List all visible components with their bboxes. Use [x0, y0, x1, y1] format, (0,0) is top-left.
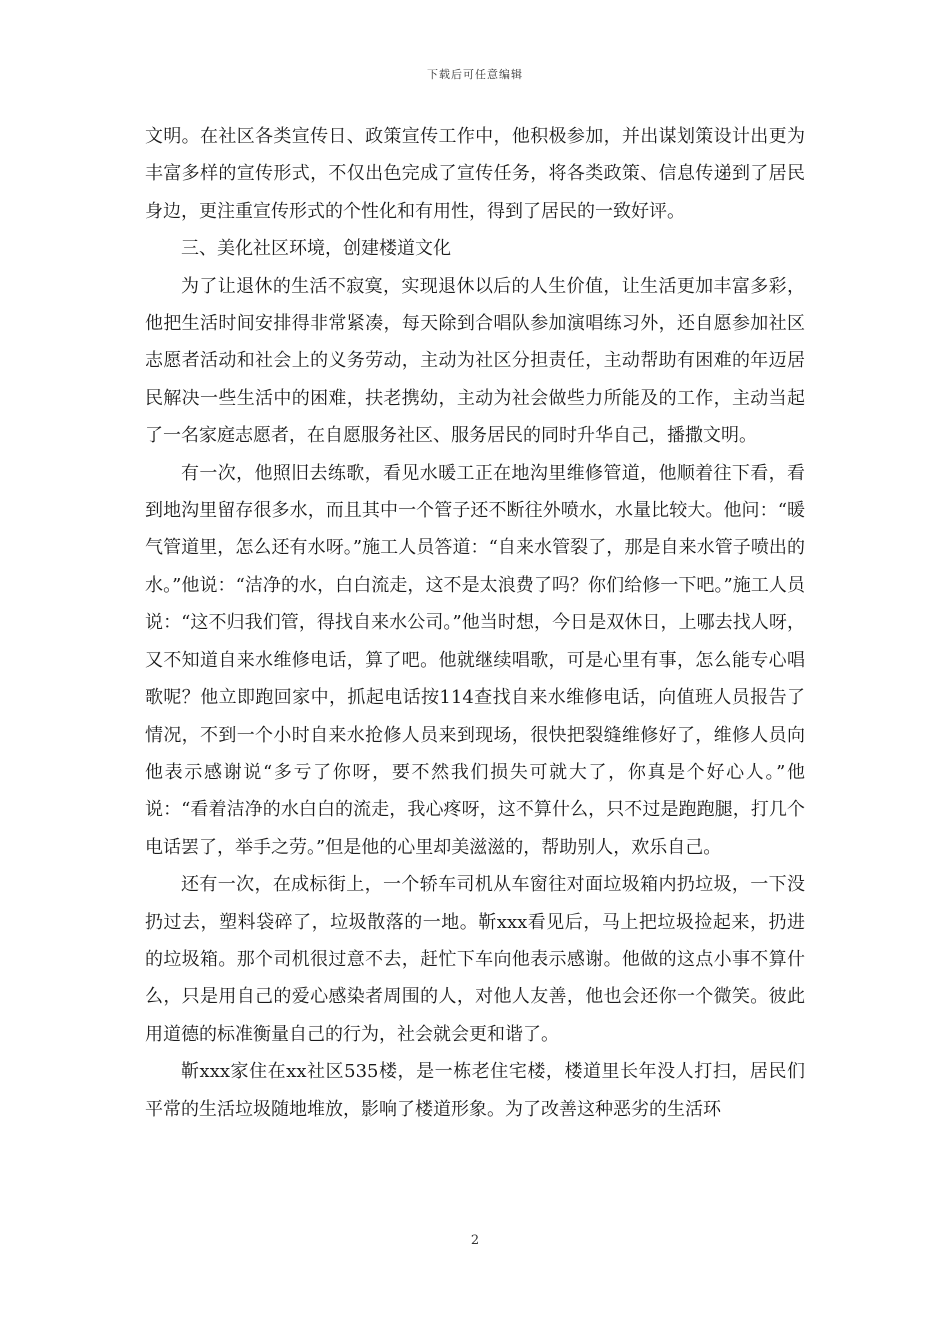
- page-header: 下载后可任意编辑: [427, 68, 523, 81]
- paragraph-stairwell: 靳xxx家住在xx社区535楼，是一栋老住宅楼，楼道里长年没人打扫，居民们平常的生活垃圾随地堆放，影响了楼道形象。为了改善这种恶劣的生活环: [145, 1061, 805, 1120]
- section-heading: 三、美化社区环境，创建楼道文化: [181, 238, 451, 260]
- document-body: [145, 118, 805, 1128]
- paragraph-water-pipe-story: 有一次，他照旧去练歌，看见水暖工正在地沟里维修管道，他顺着往下看，看到地沟里留存很多水，而且其中一个管子还不断往外喷水，水量比较大。他问：“暖气管道里，怎么还有水呀。”施工人员答道：“自来水管裂了，那是自来水管子喷出的水。”他说：“洁净的水，白白流走，这不是太浪费了吗？你们给修一下吧。”施工人员说：“这不归我们管，得找自来水公司。”他当时想，今日是双休日，上哪去找人呀，又不知道自来水维修电话，算了吧。他就继续唱歌，可是心里有事，怎么能专心唱歌呢？他立即跑回家中，抓起电话按114查找自来水维修电话，向值班人员报告了情况，不到一个小时自来水抢修人员来到现场，很快把裂缝维修好了，维修人员向他表示感谢说“多亏了你呀，要不然我们损失可就大了，你真是个好心人。”他说：“看着洁净的水白白的流走，我心疼呀，这不算什么，只不过是跑跑腿，打几个电话罢了，举手之劳。”但是他的心里却美滋滋的，帮助别人，欢乐自己。: [145, 462, 805, 858]
- page-number: 2: [470, 1233, 480, 1248]
- paragraph-volunteer: 为了让退休的生活不寂寞，实现退休以后的人生价值，让生活更加丰富多彩，他把生活时间安排得非常紧凑，每天除到合唱队参加演唱练习外，还自愿参加社区志愿者活动和社会上的义务劳动，主动为社区分担责任，主动帮助有困难的年迈居民解决一些生活中的困难，扶老携幼，主动为社会做些力所能及的工作，主动当起了一名家庭志愿者，在自愿服务社区、服务居民的同时升华自己，播撒文明。: [145, 275, 805, 447]
- paragraph-garbage-story: 还有一次，在成标街上，一个轿车司机从车窗往对面垃圾箱内扔垃圾，一下没扔过去，塑料袋碎了，垃圾散落的一地。靳xxx看见后，马上把垃圾捡起来，扔进的垃圾箱。那个司机很过意不去，赶忙下车向他表示感谢。他做的这点小事不算什么，只是用自己的爱心感染者周围的人，对他人友善，他也会还你一个微笑。彼此用道德的标准衡量自己的行为，社会就会更和谐了。: [145, 874, 805, 1045]
- paragraph-intro-continuation: 文明。在社区各类宣传日、政策宣传工作中，他积极参加，并出谋划策设计出更为丰富多样的宣传形式，不仅出色完成了宣传任务，将各类政策、信息传递到了居民身边，更注重宣传形式的个性化和有用性，得到了居民的一致好评。: [145, 126, 805, 222]
